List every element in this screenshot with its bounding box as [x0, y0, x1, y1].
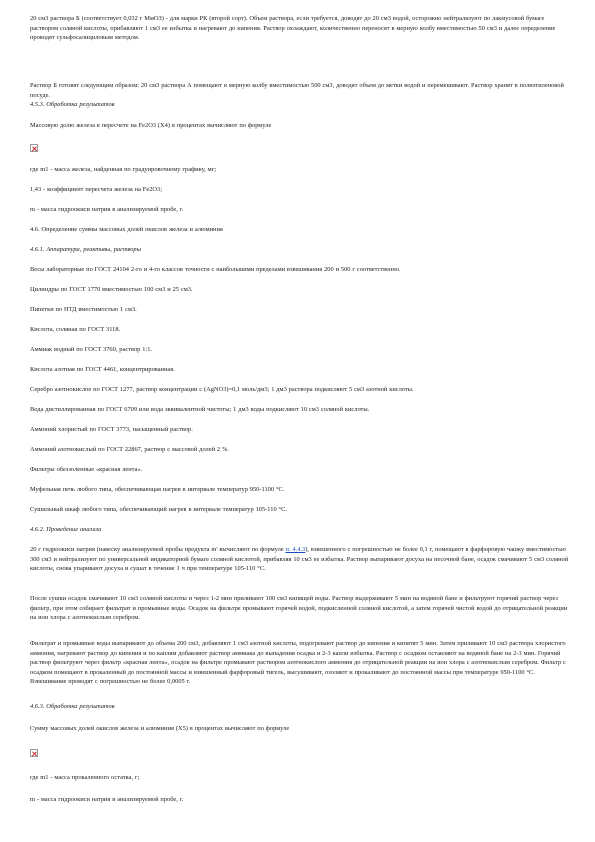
- clause-link[interactable]: п. 4.4.3: [285, 546, 306, 553]
- heading-4-5-3: 4.5.3. Обработка результатов: [30, 101, 115, 108]
- paragraph-sample-preparation: [30, 545, 570, 574]
- paragraph-m1-residue: где m1 - масса прокаленного остатка, г;: [30, 774, 140, 781]
- list-item-silver-nitrate: Серебро азотнокислое по ГОСТ 1277, раствор концентрации с (AgNO3)=0,1 моль/дм3; 1 дм3 раствора подкисляют 5 см3 азотной кислоты.: [30, 386, 414, 393]
- list-item-cylinders: Цилиндры по ГОСТ 1770 вместимостью 100 см3 и 25 см3.: [30, 286, 193, 293]
- list-item-scales: Весы лабораторные по ГОСТ 24104 2-го и 4-го классов точности с наибольшими пределами взвешивания 200 и 500 г соответственно.: [30, 266, 401, 273]
- list-item-ammonium-nitrate: Аммоний азотнокислый по ГОСТ 22867, раствор с массовой долей 2 %.: [30, 446, 229, 453]
- broken-image-icon: [30, 144, 38, 152]
- paragraph-m-sample: m - масса гидроокиси натрия в анализируемой пробе, г.: [30, 796, 184, 803]
- paragraph-coefficient: 1,43 - коэффициент пересчета железа на Fe2O3;: [30, 186, 162, 193]
- broken-image-icon: [30, 749, 38, 757]
- paragraph-solution-b-preparation: Раствор Б готовят следующим образом: 20 см3 раствора А помещают в мерную колбу вместимостью 500 см3, доводят объем до метки водой и перемешивают. Раствор хранят в полиэтиленовой посуде.: [30, 82, 564, 99]
- list-item-ammonium-chloride: Аммоний хлористый по ГОСТ 3773, насыщенный раствор.: [30, 426, 193, 433]
- paragraph-solution-b-usage: 20 см3 раствора Б (соответствует 0,032 г МмОЗ) - для марки РК (второй сорт). Объем раствора, если требуется, доводят до 20 см3 водой, осторожно нейтрализуют по лакмусовой бумаге раствором соляной кислоты, прибавляют 1 см3 ее избытка и нагревают до кипения. Раствор охлаждают, количественно переносят в мерную колбу вместимостью 50 см3 и далее определение проводят сульфосалициловым методом.: [30, 15, 556, 42]
- paragraph-sum-formula-intro: Сумму массовых долей окислов железа и алюминия (X5) в процентах вычисляют по формуле: [30, 725, 290, 732]
- paragraph-m-definition: m - масса гидроокиси натрия в анализируемой пробе, г.: [30, 206, 184, 213]
- paragraph-drying-washing: После сушки осадок смачивают 10 см3 соляной кислоты и через 1-2 мин приливают 100 см3 кипящей воды. Раствор выдерживают 5 мин на водяной бане и фильтруют горячий раствор через фильтр, при этом собирает фильтрат и промывные воды. Осадок на фильтре промывают горячей водой, подкисленной соляной кислотой, а затем горячей чистой водой до отрицательной реакции на ион хлора с азотнокислым серебром.: [30, 595, 568, 622]
- list-item-drying-oven: Сушильный шкаф любого типа, обеспечивающий нагрев в интервале температур 105-110 °С.: [30, 506, 287, 513]
- list-item-distilled-water: Вода дистиллированная по ГОСТ 6709 или вода эквивалентной чистоты; 1 дм3 воды подкисляют 10 см3 соляной кислоты.: [30, 406, 370, 413]
- heading-4-6: 4.6. Определение суммы массовых долей окислов железа и алюминия: [30, 226, 223, 233]
- heading-4-6-2: 4.6.2. Проведение анализа: [30, 526, 102, 533]
- list-item-muffle-furnace: Муфельная печь любого типа, обеспечивающая нагрев в интервале температур 950-1100 °С.: [30, 486, 285, 493]
- list-item-ammonia: Аммиак водный по ГОСТ 3760, раствор 1:1.: [30, 346, 152, 353]
- paragraph-m1-definition: где m1 - масса железа, найденная по градуировочному графику, мг;: [30, 166, 217, 173]
- paragraph-text: ), взвешенного с погрешностью не более 0,1 г, помещают в фарфоровую чашку вместимостью 300 см3 и нейтрализуют по универсальной индикаторной бумаге соляной кислотой, прибавляя 10 см3 ее избытка. Раствор выпаривают досуха на песочной бане, осадок смачивают 5 см3 соляной кислоты, снова упаривают досуха и сушат в течение 1 ч при температуре 105-110 °С.: [30, 546, 569, 573]
- paragraph-precipitation: Фильтрат и промывные воды выпаривают до объема 200 см3, добавляют 1 см3 азотной кислоты, подогревают раствор до кипения и кипятят 5 мин. Затем приливают 10 см3 раствора хлористого аммония, нагревают раствор до кипения и по каплям добавляют раствор аммиака до выпадения осадка и 2-3 капли избытка. Раствор с осадком оставляют на водяной бане на 2-3 мин. Горячий раствор фильтруют через фильтр «красная лента», осадок на фильтре промывают раствором азотнокислого аммония до отрицательной реакции на ион хлора с азотнокислым серебром. Фильтр с осадком помещают в прокаленный до постоянной массы и взвешенный фарфоровый тигель, высушивают, озоляют и прокаливают до постоянной массы при температуре 950-1100 °С. Взвешивание проводят с погрешностью не более 0,0005 г.: [30, 640, 566, 686]
- heading-4-6-1: 4.6.1. Аппаратура, реактивы, растворы: [30, 246, 141, 253]
- list-item-pipettes: Пипетки по НТД вместимостью 1 см3.: [30, 306, 137, 313]
- paragraph-text: 20 г гидроокиси натрия (навеску анализируемой пробы продукта m' вычисляют по формуле: [30, 546, 286, 553]
- paragraph-iron-formula-intro: Массовую долю железа в пересчете на Fe2O3 (X4) в процентах вычисляют по формуле: [30, 122, 272, 129]
- list-item-hydrochloric-acid: Кислота, соляная по ГОСТ 3118.: [30, 326, 121, 333]
- heading-4-6-3: 4.6.3. Обработка результатов: [30, 703, 115, 710]
- list-item-nitric-acid: Кислота азотная по ГОСТ 4461, концентрированная.: [30, 366, 175, 373]
- list-item-filters: Фильтры обеззоленные «красная лента».: [30, 466, 143, 473]
